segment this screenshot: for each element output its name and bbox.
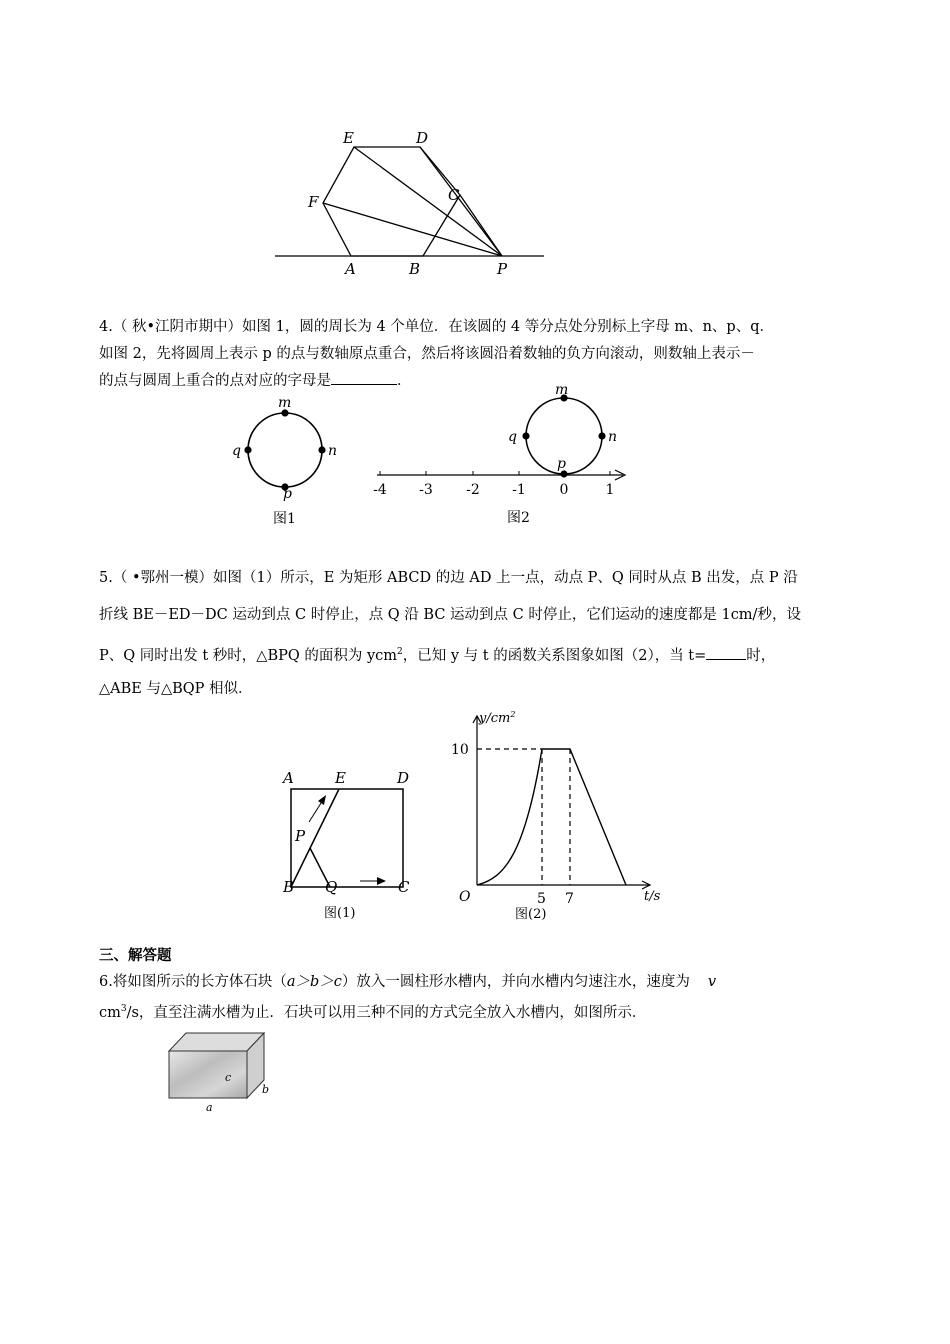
q5-line1: 5.（ •鄂州一模）如图（1）所示，E 为矩形 ABCD 的边 AD 上一点，动点 P、Q 同时从点 B 出发，点 P 沿 (99, 570, 798, 586)
q5-line2: 折线 BE－ED－DC 运动到点 C 时停止，点 Q 沿 BC 运动到点 C 时停止，它们运动的速度都是 1cm/秒，设 (99, 607, 801, 623)
origin-label: O (459, 889, 471, 905)
label-a: a (206, 1101, 213, 1114)
label-q: q (232, 443, 241, 459)
circle (248, 413, 322, 487)
y-tick-10: 10 (451, 742, 469, 758)
point-q (522, 432, 529, 439)
q6-line2: $cm^3/s$，直至注满水槽为止．石块可以用三种不同的方式完全放入水槽内，如图所示． (99, 1004, 647, 1021)
x-tick-5: 5 (537, 891, 546, 907)
label-m: m (278, 395, 292, 411)
segment-EP (354, 147, 502, 256)
point-n (598, 432, 605, 439)
tick-neg1: -1 (512, 482, 526, 498)
label-D: D (416, 129, 429, 147)
label-c: c (225, 1071, 232, 1084)
tick-1: 1 (605, 482, 615, 498)
answer-blank[interactable] (706, 645, 746, 660)
point-n (318, 446, 325, 453)
caption-fig1: 图(1) (324, 906, 356, 921)
circle-figure-2 (365, 385, 635, 530)
label-A: A (283, 769, 294, 787)
arrow-P (309, 800, 323, 822)
q4-line3: 的点与圆周上重合的点对应的字母是 ． (99, 370, 412, 391)
label-E: E (343, 129, 354, 147)
label-B: B (409, 260, 421, 278)
label-q: q (508, 429, 517, 445)
label-A: A (345, 260, 356, 278)
segment-CP (460, 195, 502, 256)
label-p: p (283, 486, 292, 502)
rectangle-figure (280, 765, 420, 930)
cuboid-figure (160, 1025, 280, 1115)
label-p: p (557, 456, 566, 472)
label-B: B (283, 878, 295, 896)
front-face (169, 1051, 247, 1098)
label-Q: Q (325, 878, 338, 896)
function-graph (445, 708, 670, 930)
label-C: C (448, 186, 460, 204)
segment-FP (323, 203, 502, 256)
label-P: P (295, 827, 306, 845)
hexagon-figure (270, 125, 550, 280)
x-tick-7: 7 (565, 891, 574, 907)
caption-fig2: 图(2) (515, 907, 547, 922)
label-C: C (398, 878, 410, 896)
tick-neg2: -2 (466, 482, 480, 498)
label-n: n (328, 443, 338, 459)
q4-line1: 4.（ 秋•江阴市期中）如图 1，圆的周长为 4 个单位．在该圆的 4 等分点处分别标上字母 m、n、p、q． (99, 319, 774, 335)
label-E: E (335, 769, 346, 787)
q5-line4: △ABE 与△BQP 相似． (99, 681, 253, 697)
label-P: P (497, 260, 508, 278)
label-F: F (308, 193, 319, 211)
q5-line3: P、Q 同时出发 t 秒时，△BPQ 的面积为 ycm$^2$，已知 y 与 t 的函数关系图象如图（2），当 t= 时， (99, 642, 775, 666)
rectangle-ABCD (291, 789, 403, 887)
tick-neg4: -4 (373, 482, 387, 498)
label-m: m (555, 385, 569, 398)
q6-line1: 6.将如图所示的长方体石块（a＞b＞c）放入一圆柱形水槽内，并向水槽内匀速注水，速度为 v (99, 974, 717, 990)
label-n: n (608, 429, 618, 445)
answer-blank[interactable] (331, 370, 397, 385)
section-heading: 三、解答题 (99, 948, 172, 964)
y-label: $y/cm^2$ (479, 710, 516, 726)
label-D: D (397, 769, 410, 787)
tick-0: 0 (559, 482, 569, 498)
q4-line2: 如图 2，先将圆周上表示 p 的点与数轴原点重合，然后将该圆沿着数轴的负方向滚动，则数轴上表示－ (99, 346, 755, 362)
circle-figure-1 (225, 395, 355, 530)
curve (477, 749, 626, 885)
hexagon (323, 147, 460, 256)
caption-fig1: 图1 (273, 511, 296, 527)
tick-neg3: -3 (419, 482, 433, 498)
label-b: b (262, 1083, 270, 1096)
x-label: t/s (644, 889, 661, 904)
point-q (244, 446, 251, 453)
caption-fig2: 图2 (507, 510, 530, 526)
